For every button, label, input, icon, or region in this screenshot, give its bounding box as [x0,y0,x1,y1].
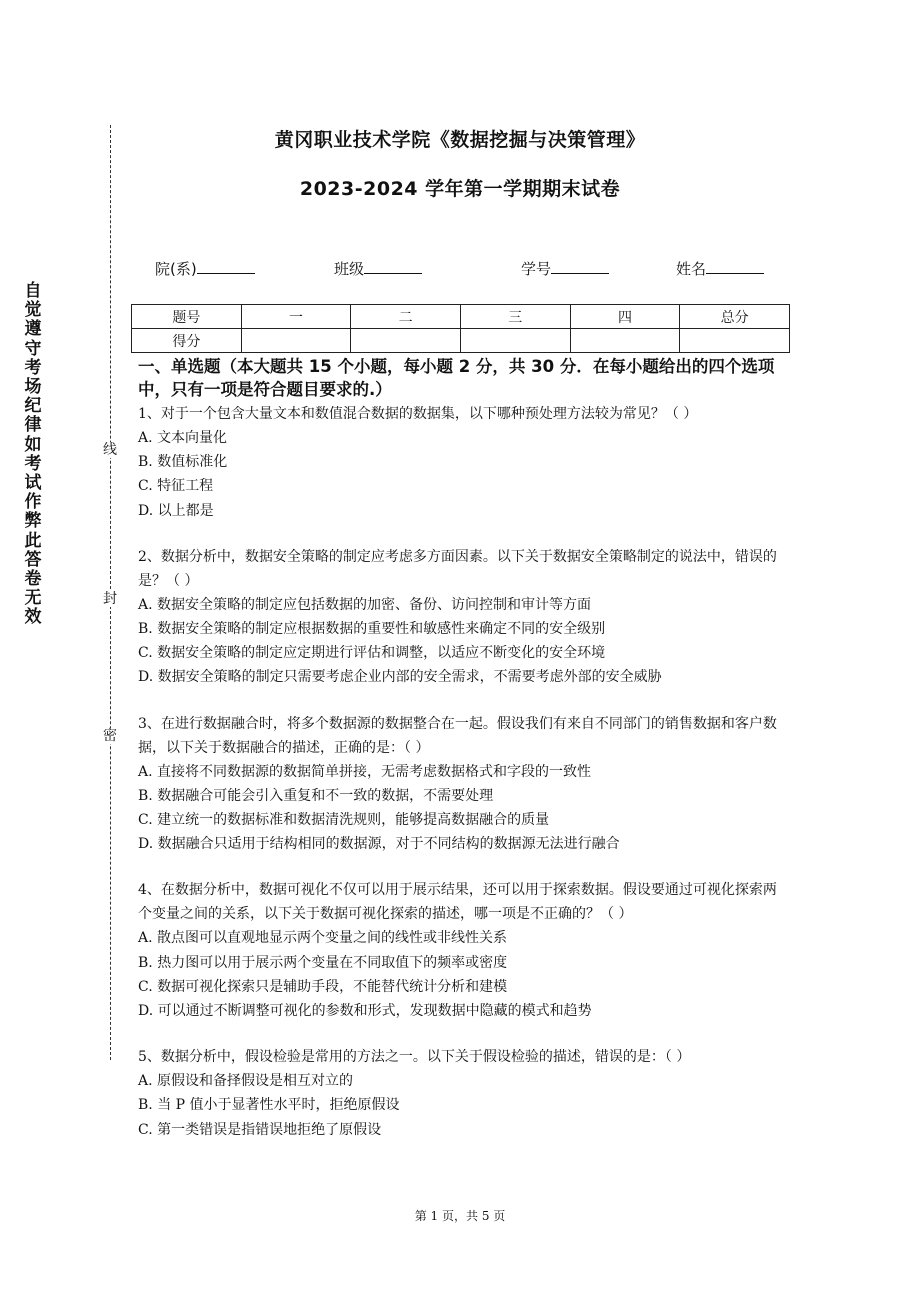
score-input-cell[interactable] [351,329,461,353]
page-number: 第 1 页，共 5 页 [414,1209,506,1223]
student-info-row [0,258,920,282]
question-option: D. 数据安全策略的制定只需要考虑企业内部的安全需求，不需要考虑外部的安全威胁 [138,669,662,686]
student-id-label: 学号 [521,260,552,278]
student-id-field[interactable] [521,258,609,279]
question-option: A. 文本向量化 [138,430,228,446]
question-option: B. 数据融合可能会引入重复和不一致的数据，不需要处理 [138,787,494,804]
score-input-cell[interactable] [570,329,680,353]
question-item [138,1045,790,1142]
question-option: A. 原假设和备择假设是相互对立的 [138,1073,354,1090]
question-option: A. 数据安全策略的制定应包括数据的加密、备份、访问控制和审计等方面 [138,596,592,613]
question-option: D. 可以通过不断调整可视化的参数和形式，发现数据中隐藏的模式和趋势 [138,1003,592,1020]
question-option: C. 数据可视化探索只是辅助手段，不能替代统计分析和建模 [138,978,508,995]
binding-mark-secret: 密 [103,728,117,744]
binding-mark-seal: 封 [103,591,117,607]
binding-mark-line: 线 [103,442,117,458]
question-stem: 4、在数据分析中，数据可视化不仅可以用于展示结果，还可以用于探索数据。假设要通过可视化探索两个变量之间的关系，以下关于数据可视化探索的描述，哪一项是不正确的？（ ） [138,882,777,923]
question-option: B. 热力图可以用于展示两个变量在不同取值下的频率或密度 [138,954,508,971]
question-list [138,402,790,1164]
class-label: 班级 [334,260,365,278]
exam-discipline-notice: 自觉遵守考场纪律如考试作弊此答卷无效 [24,281,42,628]
section-heading: 一、单选题（本大题共 15 个小题，每小题 2 分，共 30 分．在每小题给出的四个选项中，只有一项是符合题目要求的.） [138,357,775,399]
score-table-cell: 二 [351,305,461,329]
question-item [138,712,790,857]
question-stem: 1、对于一个包含大量文本和数值混合数据的数据集，以下哪种预处理方法较为常见？（ ） [138,406,698,422]
score-table-cell: 三 [460,305,570,329]
question-option: C. 特征工程 [138,478,214,495]
question-option: D. 数据融合只适用于结构相同的数据源，对于不同结构的数据源无法进行融合 [138,836,620,853]
question-option: B. 当 P 值小于显著性水平时，拒绝原假设 [138,1097,400,1114]
question-option: C. 第一类错误是指错误地拒绝了原假设 [138,1121,382,1138]
score-table [131,304,790,353]
score-table-cell: 一 [241,305,351,329]
department-field[interactable] [155,258,255,279]
score-table-cell: 得分 [132,329,242,353]
question-item [138,545,790,690]
class-field[interactable] [334,258,422,279]
name-label: 姓名 [676,260,707,278]
name-blank[interactable] [706,259,764,274]
score-table-cell: 四 [570,305,680,329]
question-option: D. 以上都是 [138,502,214,519]
question-stem: 3、在进行数据融合时，将多个数据源的数据整合在一起。假设我们有来自不同部门的销售数据和客户数据，以下关于数据融合的描述，正确的是：（ ） [138,715,777,756]
exam-title-line2: 2023-2024 学年第一学期期末试卷 [299,178,621,200]
score-table-header-row [132,305,790,329]
question-stem: 2、数据分析中，数据安全策略的制定应考虑多方面因素。以下关于数据安全策略制定的说法中，错误的是？（ ） [138,548,777,589]
exam-title-line1: 黄冈职业技术学院《数据挖掘与决策管理》 [274,129,646,151]
question-item [138,402,790,523]
question-stem: 5、数据分析中，假设检验是常用的方法之一。以下关于假设检验的描述，错误的是：（ ） [138,1049,691,1066]
score-table-cell: 题号 [132,305,242,329]
student-id-blank[interactable] [551,259,609,274]
department-blank[interactable] [197,259,255,274]
question-option: A. 散点图可以直观地显示两个变量之间的线性或非线性关系 [138,930,508,947]
question-option: C. 数据安全策略的制定应定期进行评估和调整，以适应不断变化的安全环境 [138,645,606,662]
question-option: B. 数据安全策略的制定应根据数据的重要性和敏感性来确定不同的安全级别 [138,621,606,638]
score-table-score-row [132,329,790,353]
question-option: A. 直接将不同数据源的数据简单拼接，无需考虑数据格式和字段的一致性 [138,763,592,780]
score-input-cell[interactable] [460,329,570,353]
score-input-cell[interactable] [680,329,790,353]
department-label: 院(系) [155,260,197,278]
score-input-cell[interactable] [241,329,351,353]
name-field[interactable] [676,258,764,279]
class-blank[interactable] [364,259,422,274]
question-item [138,878,790,1023]
score-table-cell: 总分 [680,305,790,329]
question-option: C. 建立统一的数据标准和数据清洗规则，能够提高数据融合的质量 [138,812,550,829]
question-option: B. 数值标准化 [138,454,228,471]
